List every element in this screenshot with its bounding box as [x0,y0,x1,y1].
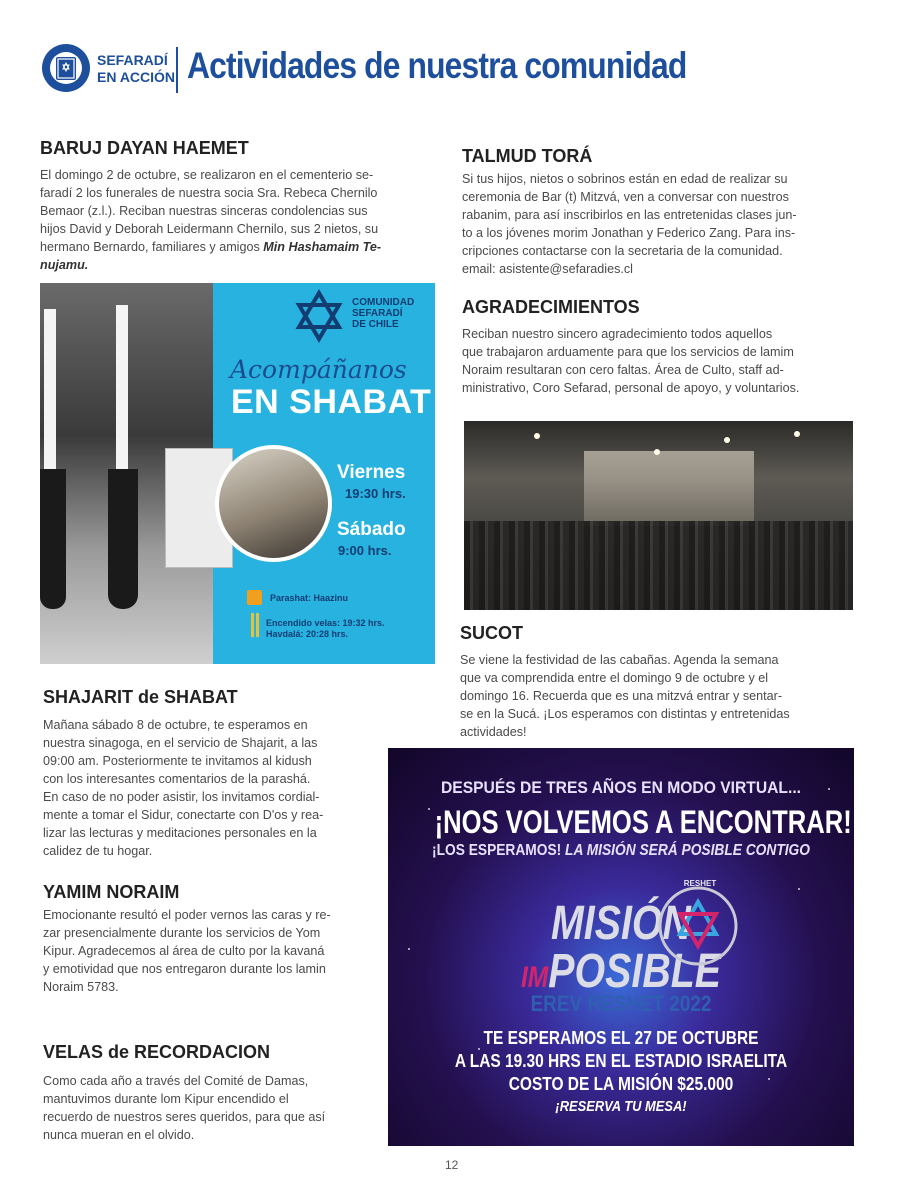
time-friday: 19:30 hrs. [345,486,406,501]
text-sucot [460,651,854,741]
star [408,948,410,950]
community-brand [352,297,414,330]
synagogue-stage [584,451,754,526]
baruj-closing-1: Min Hashamaim Te- [263,240,382,254]
sucot-line-4: se en la Sucá. ¡Los esperamos con distintas y entretenidas [460,707,790,721]
heading-baruj: BARUJ DAYAN HAEMET [40,138,249,158]
poster-line-3b: LA MISIÓN SERÁ POSIBLE CONTIGO [565,842,810,859]
candle-icon [251,613,254,637]
light-3 [794,431,800,437]
text-baruj [40,166,433,274]
brand-line-2: SEFARADÍ [352,308,403,319]
text-yamim [43,906,377,996]
agradecimientos-line-1: Reciban nuestro sincero agradecimiento todos aquellos [462,327,773,341]
book-star-icon [56,57,76,80]
yamim-line-5: Noraim 5783. [43,980,119,994]
talmud-line-1: Si tus hijos, nietos o sobrinos están en edad de realizar su [462,172,788,186]
torah-scroll-icon [247,590,262,605]
velas-line-2: mantuvimos durante lom Kipur encendido el [43,1092,289,1106]
shajarit-line-8: calidez de tu hogar. [43,844,153,858]
star-of-david-icon [292,289,346,343]
heading-agradecimientos: AGRADECIMIENTOS [462,297,640,317]
agradecimientos-line-2: que trabajaron arduamente para que los servicios de lamim [462,345,794,359]
shabat-poster [40,283,435,664]
velas-line-3: recuerdo de nuestros seres queridos, para que así [43,1110,326,1124]
day-saturday: Sábado [337,519,406,540]
agradecimientos-line-4: ministrativo, Coro Sefarad, personal de apoyo, y voluntarios. [462,381,800,395]
poster-line-3 [421,842,822,860]
talmud-email[interactable]: email: asistente@sefaradies.cl [462,262,633,276]
time-saturday: 9:00 hrs. [338,543,392,558]
page-title: Actividades de nuestra comunidad [187,45,687,86]
shajarit-line-6: mente a tomar el Sidur, conectarte con D'os y rea- [43,808,324,822]
text-agradecimientos [462,325,854,397]
candle-right [116,305,128,469]
yamim-line-3: Kipur. Agradecemos al área de culto por la kavaná [43,944,325,958]
shajarit-line-1: Mañana sábado 8 de octubre, te esperamos en [43,718,308,732]
baruj-line-1: El domingo 2 de octubre, se realizaron en el cementerio se- [40,168,374,182]
candlestick-left [40,469,66,609]
parashat-label: Parashat: Haazinu [270,593,349,603]
poster-title: EN SHABAT [231,383,432,421]
sucot-line-5: actividades! [460,725,527,739]
encendido-velas: Encendido velas: 19:32 hrs. [266,618,385,628]
talmud-line-4: to a los jóvenes morim Jonathan y Federico Zang. Para ins- [462,226,796,240]
talmud-line-3: rabanim, para así inscribirlos en las entretenidas clases jun- [462,208,797,222]
brand-line-3: DE CHILE [352,319,399,330]
shajarit-line-4: con los interesantes comentarios de la parashá. [43,772,311,786]
sucot-line-3: domingo 16. Recuerda que es una mitzvá entrar y sentar- [460,689,783,703]
poster-line-3a: ¡LOS ESPERAMOS! [432,842,566,859]
shajarit-line-5: En caso de no poder asistir, los invitamos cordial- [43,790,320,804]
mision-poster [388,748,854,1146]
poster-line-2: ¡NOS VOLVEMOS A ENCONTRAR! [434,804,852,840]
yamim-line-2: zar presencialmente durante los servicios de Yom [43,926,321,940]
heading-velas: VELAS de RECORDACION [43,1042,271,1062]
page-number: 12 [445,1158,459,1172]
velas-line-1: Como cada año a través del Comité de Damas, [43,1074,309,1088]
day-friday: Viernes [337,462,406,483]
baruj-line-5: hermano Bernardo, familiares y amigos [40,240,264,254]
header-divider [176,47,178,93]
info-line-2: A LAS 19.30 HRS EN EL ESTADIO ISRAELITA [454,1051,788,1071]
kicker-line-1: SEFARADÍ [97,52,168,68]
reshet-badge-icon [656,884,740,968]
text-shajarit [43,716,377,860]
sucot-line-1: Se viene la festividad de las cabañas. Agenda la semana [460,653,779,667]
rabbis-photo [219,449,328,558]
section-kicker [97,52,177,86]
talmud-line-5: cripciones contactarse con la secretaria de la comunidad. [462,244,783,258]
star [798,888,800,890]
shajarit-line-2: nuestra sinagoga, en el servicio de Shajarit, a las [43,736,318,750]
info-line-1: TE ESPERAMOS EL 27 DE OCTUBRE [483,1028,759,1048]
candle-icon-2 [256,613,259,637]
candle-left [44,309,56,469]
shajarit-line-3: 09:00 am. Posteriormente te invitamos al kidush [43,754,312,768]
yamim-line-4: y emotividad que nos entregaron durante los lamin [43,962,326,976]
kicker-line-2: EN ACCIÓN [97,69,176,85]
baruj-closing-2: nujamu. [40,258,89,272]
havdala-time: Havdalá: 20:28 hrs. [266,629,349,639]
sucot-line-2: que va comprendida entre el domingo 9 de octubre y el [460,671,769,685]
shajarit-line-7: lizar las lecturas y meditaciones personales en la [43,826,317,840]
yamim-line-1: Emocionante resultó el poder vernos las caras y re- [43,908,331,922]
baruj-line-4: hijos David y Deborah Leidermann Chernilo, sus 2 nietos, su [40,222,379,236]
yamim-noraim-photo [464,421,853,610]
congregation-crowd [464,521,853,610]
light-4 [724,437,730,443]
heading-sucot: SUCOT [460,623,523,643]
badge-label: RESHET [683,879,717,888]
light-2 [534,433,540,439]
heading-talmud: TALMUD TORÁ [462,146,593,166]
star [428,808,430,810]
heading-shajarit: SHAJARIT de SHABAT [43,687,238,707]
talmud-line-2: ceremonia de Bar (t) Mitzvá, ven a conversar con nuestros [462,190,789,204]
logo-mision: MISIÓN [551,897,691,950]
agradecimientos-line-3: Noraim resultaran con cero faltas. Área de Culto, staff ad- [462,363,784,377]
poster-line-1: DESPUÉS DE TRES AÑOS EN MODO VIRTUAL... [440,778,802,797]
text-velas [43,1072,373,1144]
poster-script: Acompáñanos [230,355,407,384]
info-line-4: ¡RESERVA TU MESA! [555,1098,687,1115]
brand-line-1: COMUNIDAD [352,297,415,308]
light-1 [654,449,660,455]
event-name: EREV RESHET 2022 [530,991,712,1016]
velas-line-4: nunca mueran en el olvido. [43,1128,195,1142]
info-line-3: COSTO DE LA MISIÓN $25.000 [508,1074,734,1094]
heading-yamim: YAMIM NORAIM [43,882,180,902]
baruj-line-3: Bemaor (z.l.). Reciban nuestras sinceras condolencias sus [40,204,368,218]
candlestick-right [108,469,138,609]
baruj-line-2: faradí 2 los funerales de nuestra socia Sra. Rebeca Chernilo [40,186,378,200]
text-talmud [462,170,853,278]
logo-strike: IM [520,961,549,994]
logo-posible: POSIBLE [548,945,722,998]
